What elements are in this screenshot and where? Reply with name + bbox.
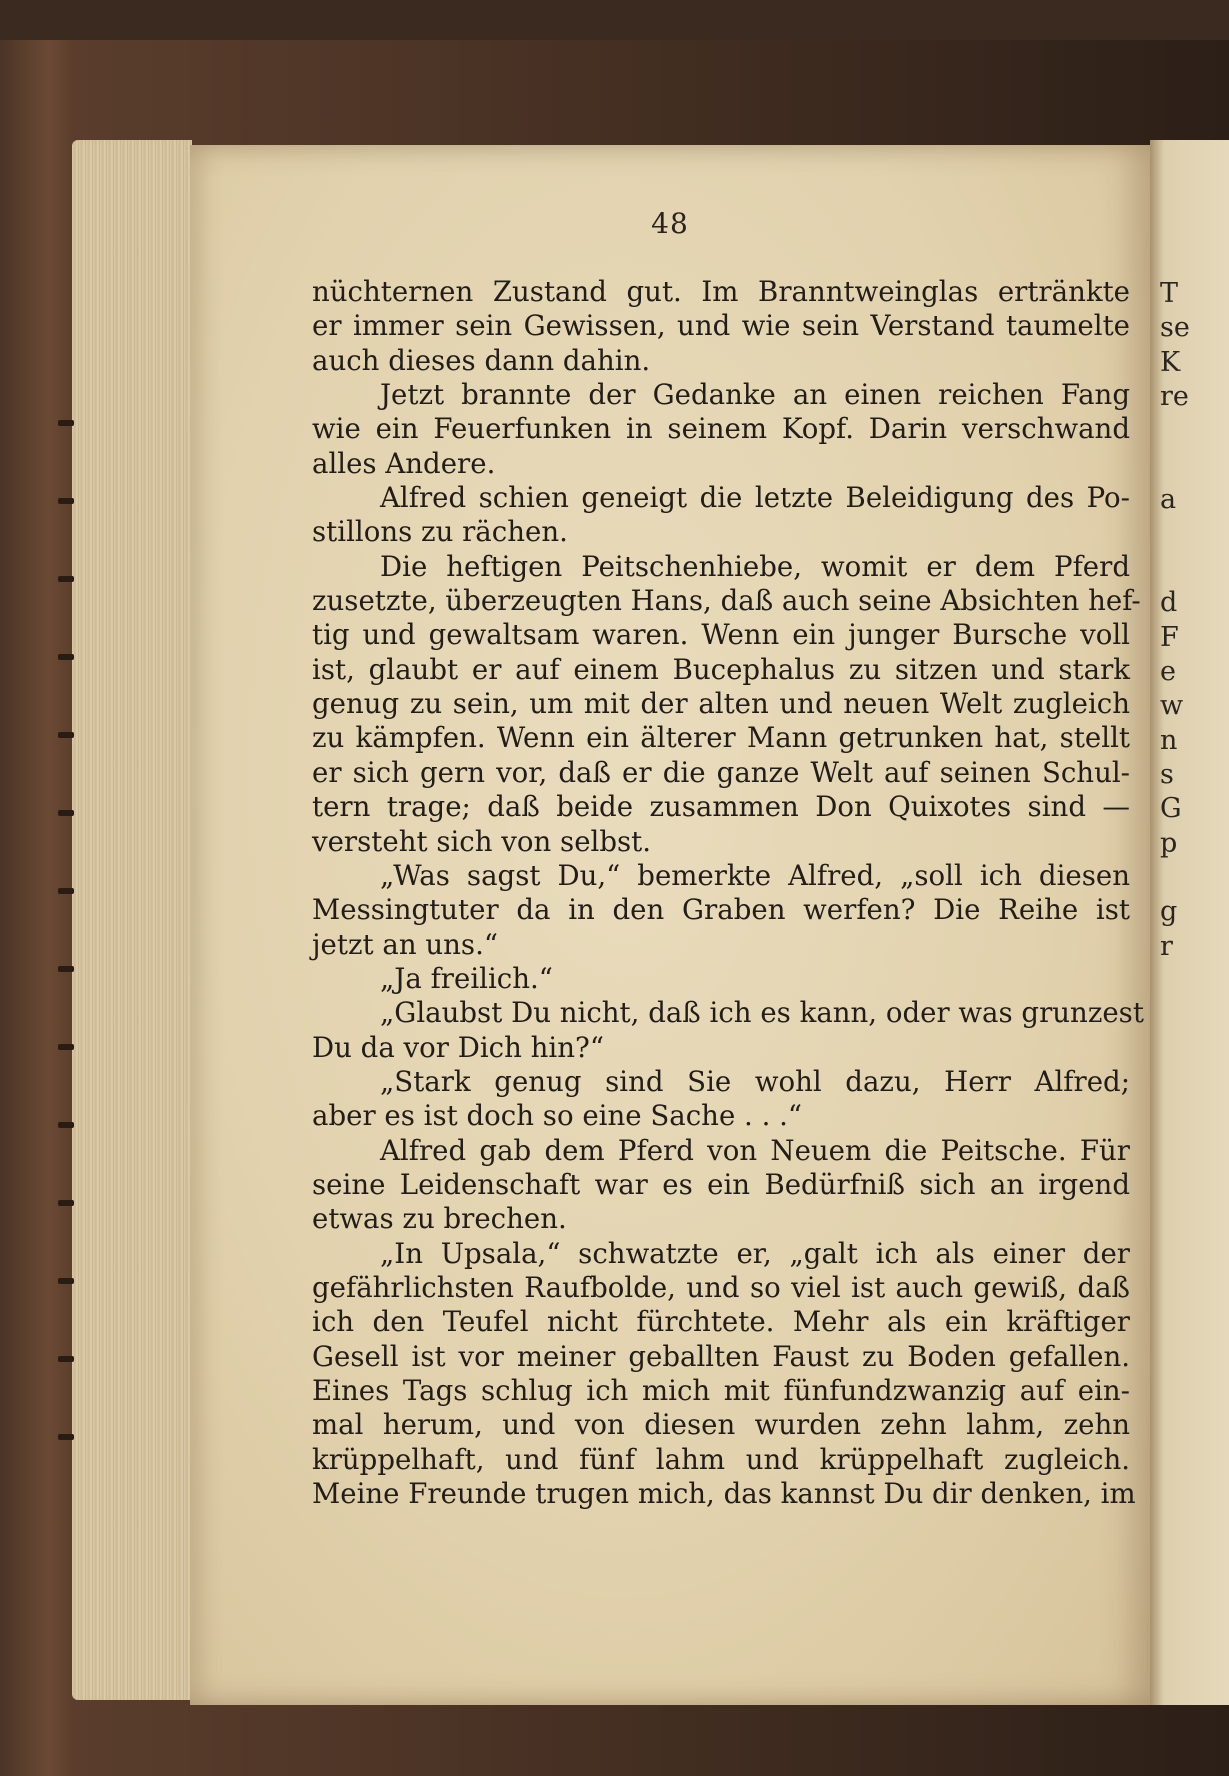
spine-mark — [58, 1434, 74, 1440]
text-line: „In Upsala,“ schwatzte er, „galt ich als einer der — [380, 1236, 1130, 1270]
text-line: „Was sagst Du,“ bemerkte Alfred, „soll ich diesen — [380, 858, 1130, 892]
text-line: tern trage; daß beide zusammen Don Quixotes sind — — [312, 790, 1130, 824]
text-line: seine Leidenschaft war es ein Bedürfniß sich an irgend — [312, 1167, 1130, 1201]
next-page-fragment: w — [1160, 690, 1184, 722]
next-page-fragment: r — [1160, 930, 1173, 962]
text-line: zusetzte, überzeugten Hans, daß auch seine Absichten hef- — [312, 584, 1141, 618]
text-line: stillons zu rächen. — [312, 515, 568, 549]
text-line: Eines Tags schlug ich mich mit fünfundzwanzig auf ein- — [312, 1374, 1130, 1407]
book — [0, 40, 1229, 1776]
text-line: ist, glaubt er auf einem Bucephalus zu sitzen und stark — [312, 652, 1130, 686]
next-page-fragment: p — [1160, 827, 1178, 859]
page-edges — [72, 140, 192, 1700]
spine-mark — [58, 888, 74, 894]
text-line: Messingtuter da in den Graben werfen? Die Reihe ist — [312, 893, 1130, 927]
left-page — [190, 145, 1150, 1705]
text-line: er sich gern vor, daß er die ganze Welt auf seinen Schul- — [312, 755, 1130, 789]
next-page-fragment: K — [1160, 346, 1181, 378]
spine-mark — [58, 1278, 74, 1284]
text-line: er immer sein Gewissen, und wie sein Verstand taumelte — [312, 309, 1130, 343]
text-line: „Stark genug sind Sie wohl dazu, Herr Alfred; — [380, 1064, 1130, 1098]
text-line: „Ja freilich.“ — [380, 961, 553, 995]
text-line: Gesell ist vor meiner geballten Faust zu Boden gefallen. — [312, 1339, 1130, 1373]
page-number: 48 — [651, 207, 689, 240]
text-line: alles Andere. — [312, 446, 496, 480]
text-line: Alfred gab dem Pferd von Neuem die Peitsche. Für — [380, 1133, 1130, 1167]
spine-mark — [58, 576, 74, 582]
next-page-fragment: re — [1160, 381, 1189, 413]
spine-mark — [58, 1044, 74, 1050]
text-line: auch dieses dann dahin. — [312, 343, 651, 377]
text-line: krüppelhaft, und fünf lahm und krüppelhaft zugleich. — [312, 1442, 1130, 1476]
spine-mark — [58, 1356, 74, 1362]
next-page-fragment: s — [1160, 758, 1174, 790]
next-page-fragment: se — [1160, 312, 1190, 344]
next-page-fragment: F — [1160, 621, 1179, 653]
text-line: zu kämpfen. Wenn ein älterer Mann getrunken hat, stellt — [312, 721, 1130, 755]
text-line: Meine Freunde trugen mich, das kannst Du dir denken, im — [312, 1477, 1136, 1511]
text-line: „Glaubst Du nicht, daß ich es kann, oder was grunzest — [380, 996, 1144, 1030]
spine-mark — [58, 732, 74, 738]
text-line: gefährlichsten Raufbolde, und so viel ist auch gewiß, daß — [312, 1270, 1130, 1304]
next-page-fragment: G — [1160, 793, 1182, 825]
spine-mark — [58, 1122, 74, 1128]
text-line: aber es ist doch so eine Sache . . .“ — [312, 1099, 803, 1133]
text-line: mal herum, und von diesen wurden zehn lahm, zehn — [312, 1408, 1130, 1442]
next-page-fragment: a — [1160, 484, 1177, 516]
text-line: ich den Teufel nicht fürchtete. Mehr als ein kräftiger — [312, 1305, 1130, 1339]
spine-mark — [58, 498, 74, 504]
spine-mark — [58, 966, 74, 972]
text-line: tig und gewaltsam waren. Wenn ein junger Bursche voll — [312, 618, 1130, 652]
next-page-fragment: T — [1160, 278, 1179, 309]
text-line: Alfred schien geneigt die letzte Beleidigung des Po- — [380, 481, 1130, 515]
right-page-edge — [1150, 140, 1229, 1705]
spine-stitching — [58, 420, 74, 1520]
text-line: nüchternen Zustand gut. Im Branntweinglas ertränkte — [312, 275, 1130, 308]
text-line: Jetzt brannte der Gedanke an einen reichen Fang — [380, 378, 1130, 412]
next-page-fragment: n — [1160, 724, 1178, 756]
next-page-fragment: g — [1160, 896, 1178, 928]
text-line: jetzt an uns.“ — [312, 927, 498, 961]
text-line: wie ein Feuerfunken in seinem Kopf. Darin verschwand — [312, 412, 1130, 446]
text-line: versteht sich von selbst. — [312, 824, 652, 858]
spine-mark — [58, 654, 74, 660]
next-page-fragment: e — [1160, 655, 1176, 687]
text-line: Die heftigen Peitschenhiebe, womit er dem Pferd — [380, 549, 1130, 583]
text-line: genug zu sein, um mit der alten und neuen Welt zugleich — [312, 687, 1130, 721]
spine-mark — [58, 810, 74, 816]
text-line: Du da vor Dich hin?“ — [312, 1030, 604, 1064]
next-page-fragment: d — [1160, 587, 1178, 619]
page-text — [312, 275, 1144, 1511]
spine-mark — [58, 1200, 74, 1206]
text-line: etwas zu brechen. — [312, 1202, 567, 1236]
spine-mark — [58, 420, 74, 426]
